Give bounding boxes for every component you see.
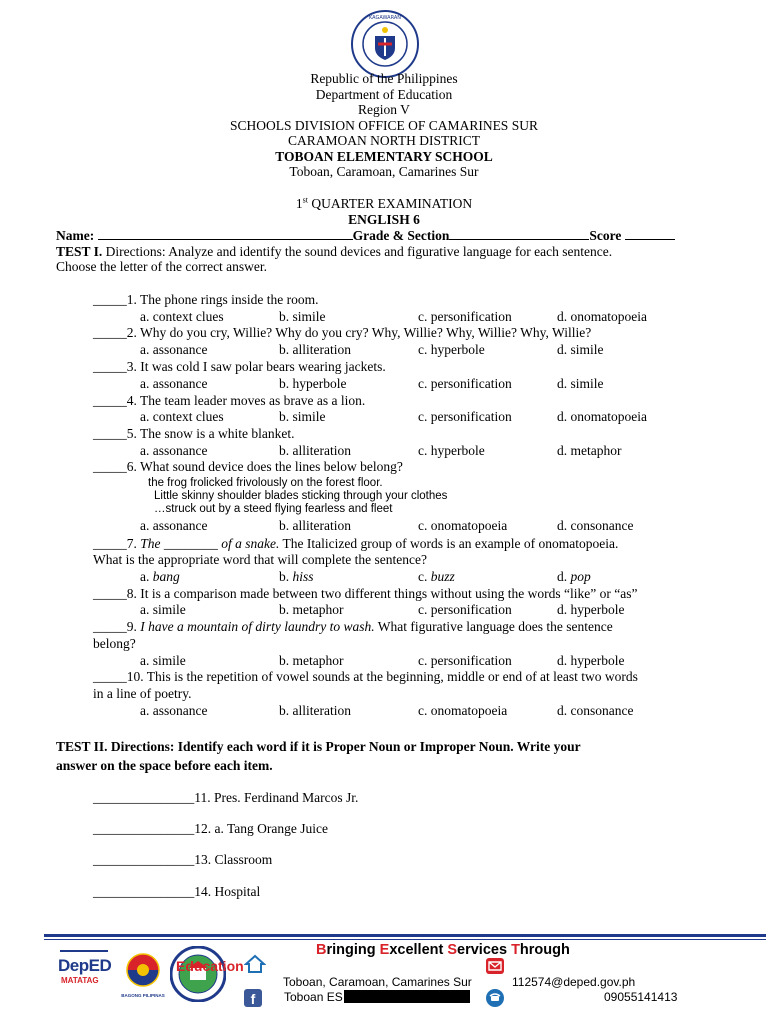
answer-blank[interactable]: _______________	[93, 821, 195, 836]
question-8: _____8. It is a comparison made between two different things without using the words “like” or “as”	[93, 586, 638, 601]
item-13: _______________13. Classroom	[93, 852, 273, 867]
option-a[interactable]: a. assonance	[140, 342, 208, 357]
option-d[interactable]: d. hyperbole	[557, 602, 625, 617]
option-b[interactable]: b. metaphor	[279, 653, 344, 668]
education-word: Education	[176, 958, 244, 974]
option-c[interactable]: c. personification	[418, 602, 512, 617]
option-b[interactable]: b. simile	[279, 309, 326, 324]
header-division: SCHOOLS DIVISION OFFICE OF CAMARINES SUR	[230, 118, 538, 133]
score-field[interactable]	[625, 228, 675, 240]
footer-facebook-name[interactable]: Toboan ES	[284, 990, 470, 1004]
deped-matatag-logo	[58, 950, 114, 996]
option-c[interactable]: c. personification	[418, 653, 512, 668]
option-c[interactable]: c. hyperbole	[418, 443, 485, 458]
option-a[interactable]: a. assonance	[140, 518, 208, 533]
option-b[interactable]: b. hyperbole	[279, 376, 347, 391]
question-10: _____10. This is the repetition of vowel sounds at the beginning, middle or end of at least two words	[93, 669, 638, 684]
option-c[interactable]: c. personification	[418, 409, 512, 424]
poem-line-3: …struck out by a steed flying fearless and fleet	[154, 503, 393, 515]
question-6: _____6. What sound device does the lines below belong?	[93, 459, 403, 474]
test2-directions-line2: answer on the space before each item.	[56, 758, 273, 773]
option-b[interactable]: b. metaphor	[279, 602, 344, 617]
option-c[interactable]: c. onomatopoeia	[418, 703, 508, 718]
option-a[interactable]: a. simile	[140, 653, 186, 668]
answer-blank[interactable]: _____	[93, 393, 127, 408]
footer-email[interactable]: 112574@deped.gov.ph	[512, 975, 636, 989]
name-field[interactable]	[98, 228, 353, 240]
header-district: CARAMOAN NORTH DISTRICT	[288, 133, 480, 148]
home-icon	[244, 954, 266, 974]
header-address: Toboan, Caramoan, Camarines Sur	[289, 164, 479, 179]
grade-section-label: Grade & Section	[352, 228, 450, 243]
question-9: _____9. I have a mountain of dirty laundry to wash. What figurative language does the sentence	[93, 619, 613, 634]
poem-line-1: the frog frolicked frivolously on the forest floor.	[148, 477, 383, 489]
answer-blank[interactable]: _____	[93, 459, 127, 474]
grade-section-field[interactable]	[449, 228, 589, 240]
item-14: _______________14. Hospital	[93, 884, 261, 899]
answer-blank[interactable]: _____	[93, 619, 127, 634]
option-b[interactable]: b. alliteration	[279, 518, 351, 533]
option-d[interactable]: d. pop	[557, 569, 591, 584]
question-4: _____4. The team leader moves as brave as a lion.	[93, 393, 366, 408]
option-b[interactable]: b. simile	[279, 409, 326, 424]
answer-blank[interactable]: _____	[93, 536, 127, 551]
option-b[interactable]: b. alliteration	[279, 703, 351, 718]
answer-blank[interactable]: _____	[93, 292, 127, 307]
header-region: Region V	[358, 102, 410, 117]
option-d[interactable]: d. metaphor	[557, 443, 622, 458]
name-label: Name:	[56, 228, 95, 243]
school-logo	[170, 946, 226, 1002]
footer-phone: 09055141413	[604, 990, 678, 1004]
option-b[interactable]: b. alliteration	[279, 342, 351, 357]
option-c[interactable]: c. buzz	[418, 569, 455, 584]
option-a[interactable]: a. assonance	[140, 376, 208, 391]
option-b[interactable]: b. alliteration	[279, 443, 351, 458]
test2-directions: TEST II. Directions: Identify each word if it is Proper Noun or Improper Noun. Write your	[56, 739, 581, 754]
test1-directions-line2: Choose the letter of the correct answer.	[56, 259, 268, 274]
test1-directions: TEST I. Directions: Analyze and identify the sound devices and figurative language for each sentence.	[56, 244, 613, 259]
option-d[interactable]: d. onomatopoeia	[557, 309, 647, 324]
footer-address: Toboan, Caramoan, Camarines Sur	[283, 975, 472, 989]
phone-icon[interactable]	[486, 989, 504, 1007]
option-a[interactable]: a. context clues	[140, 409, 224, 424]
option-d[interactable]: d. consonance	[557, 703, 634, 718]
option-a[interactable]: a. simile	[140, 602, 186, 617]
option-c[interactable]: c. personification	[418, 309, 512, 324]
deped-seal	[351, 10, 419, 78]
poem-line-2: Little skinny shoulder blades sticking through your clothes	[154, 490, 448, 502]
option-a[interactable]: a. context clues	[140, 309, 224, 324]
option-c[interactable]: c. onomatopoeia	[418, 518, 508, 533]
question-2: _____2. Why do you cry, Willie? Why do you cry? Why, Willie? Why, Willie? Why, Willie?	[93, 325, 592, 340]
answer-blank[interactable]: _____	[93, 586, 127, 601]
exam-quarter: 1st QUARTER EXAMINATION	[295, 195, 473, 211]
option-a[interactable]: a. assonance	[140, 443, 208, 458]
question-1: _____1. The phone rings inside the room.	[93, 292, 319, 307]
email-icon[interactable]	[486, 958, 504, 974]
svg-text:KAGAWARAN: KAGAWARAN	[368, 15, 402, 21]
question-7: _____7. The ________ of a snake. The Italicized group of words is an example of onomatopoeia.	[93, 536, 619, 551]
score-label: Score	[589, 228, 622, 243]
question-10-line2: in a line of poetry.	[93, 686, 192, 701]
option-d[interactable]: d. simile	[557, 376, 604, 391]
option-d[interactable]: d. consonance	[557, 518, 634, 533]
option-c[interactable]: c. personification	[418, 376, 512, 391]
footer-divider-thin	[44, 939, 766, 940]
bagong-pilipinas-logo	[118, 952, 168, 998]
option-d[interactable]: d. simile	[557, 342, 604, 357]
question-9-line2: belong?	[93, 636, 136, 651]
matatag-logo-text: MATATAG	[61, 976, 99, 985]
option-a[interactable]: a. bang	[140, 569, 180, 584]
answer-blank[interactable]: _____	[93, 325, 127, 340]
option-c[interactable]: c. hyperbole	[418, 342, 485, 357]
option-d[interactable]: d. onomatopoeia	[557, 409, 647, 424]
header-school: TOBOAN ELEMENTARY SCHOOL	[275, 149, 493, 164]
header-republic: Republic of the Philippines	[310, 71, 458, 86]
bagong-pilipinas-text: BAGONG PILIPINAS	[121, 993, 165, 998]
answer-blank[interactable]: _______________	[93, 790, 195, 805]
answer-blank[interactable]: _____	[93, 359, 127, 374]
option-d[interactable]: d. hyperbole	[557, 653, 625, 668]
exam-subject: ENGLISH 6	[348, 212, 420, 227]
answer-blank[interactable]: _____	[93, 426, 127, 441]
answer-blank[interactable]: _______________	[93, 852, 195, 867]
redacted-block	[344, 990, 470, 1003]
question-5: _____5. The snow is a white blanket.	[93, 426, 295, 441]
deped-logo-text: DepED	[58, 956, 112, 975]
item-12: _______________12. a. Tang Orange Juice	[93, 821, 329, 836]
option-b[interactable]: b. hiss	[279, 569, 314, 584]
question-3: _____3. It was cold I saw polar bears wearing jackets.	[93, 359, 386, 374]
footer-divider	[44, 934, 766, 937]
question-7-line2: What is the appropriate word that will complete the sentence?	[93, 552, 427, 567]
item-11: _______________11. Pres. Ferdinand Marcos Jr.	[93, 790, 359, 805]
answer-blank[interactable]: _______________	[93, 884, 195, 899]
option-a[interactable]: a. assonance	[140, 703, 208, 718]
student-info-line	[56, 228, 675, 244]
header-department: Department of Education	[315, 87, 453, 102]
answer-blank[interactable]: _____	[93, 669, 127, 684]
footer-motto: Bringing Excellent Services Through	[316, 942, 570, 958]
facebook-icon[interactable]: f	[244, 989, 262, 1007]
